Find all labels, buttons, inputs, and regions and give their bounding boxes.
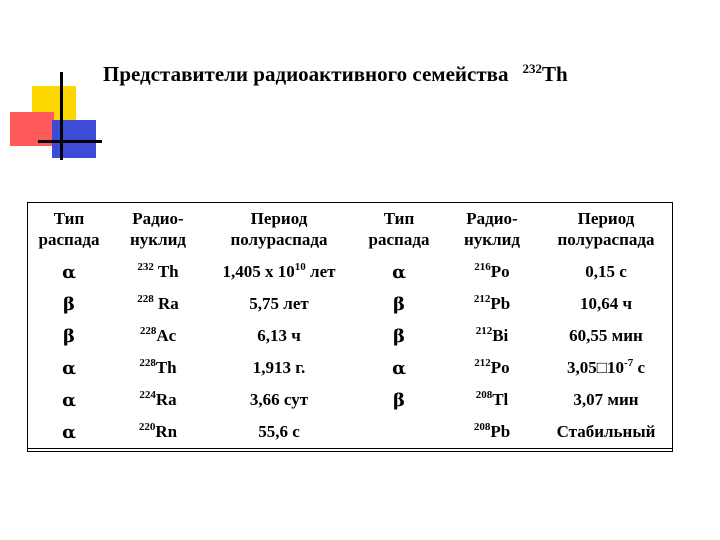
nuclide-cell: $^{224}$Ra [139, 389, 177, 409]
header-half-life-right: Период полураспада [557, 209, 655, 249]
table-row [27, 320, 673, 352]
header-nuclide-right: Радио-нуклид [463, 209, 521, 249]
half-life-cell: 3,66 сут [249, 390, 309, 409]
title-text: Представители радиоактивного семейства [103, 62, 509, 86]
half-life-cell: 6,13 ч [257, 326, 301, 345]
table-row [27, 416, 673, 449]
table-row [27, 384, 673, 416]
nuclide-cell: $^{228}$Th [139, 357, 177, 377]
title-nuclide-mass: 232 [522, 61, 543, 76]
half-life-cell: 55,6 с [205, 416, 353, 449]
half-life-cell: 5,75 лет [249, 294, 309, 313]
nuclide-cell: $^{228}$Ac [139, 325, 177, 345]
decay-type-cell: α [62, 261, 76, 283]
decay-type-cell: β [63, 325, 75, 347]
table-header-row [27, 202, 673, 256]
decay-table [27, 202, 673, 449]
nuclide-cell: $^{212}$Pb [473, 293, 511, 313]
decay-type-cell [353, 416, 445, 449]
nuclide-cell: $^{208}$Pb [445, 416, 539, 449]
decay-type-cell: α [392, 357, 406, 379]
nuclide-cell: $^{220}$Rn [111, 416, 205, 449]
table-row [27, 256, 673, 288]
half-life-cell: 10,64 ч [579, 294, 633, 313]
slide-title [103, 62, 663, 90]
nuclide-cell: $^{216}$Po [474, 261, 510, 281]
header-decay-type-left: Тип распада [38, 209, 100, 249]
nuclide-cell: $^{212}$Po [474, 357, 510, 377]
nuclide-cell: $^{232}$ Th [137, 261, 179, 281]
nuclide-cell: $^{212}$Bi [475, 325, 509, 345]
half-life-cell: $3,05□10^{-7}$ с [567, 357, 645, 377]
header-decay-type-right: Тип распада [368, 209, 430, 249]
half-life-cell: 1,405 x $10^{10}$ лет [222, 261, 336, 281]
decay-type-cell: β [393, 389, 405, 411]
header-nuclide-left: Радио-нуклид [129, 209, 187, 249]
half-life-cell: 3,07 мин [573, 390, 639, 409]
decay-type-cell: α [27, 416, 111, 449]
decay-type-cell: α [62, 389, 76, 411]
decor-horizontal-line [38, 140, 102, 143]
decor-blue-square [52, 120, 96, 158]
nuclide-cell: $^{208}$Tl [475, 389, 509, 409]
nuclide-cell: $^{228}$ Ra [137, 293, 179, 313]
header-half-life-left: Период полураспада [230, 209, 328, 249]
half-life-cell: Стабильный [539, 416, 673, 449]
decor-vertical-line [60, 72, 63, 160]
title-nuclide-symbol: Th [542, 62, 568, 86]
decay-type-cell: α [392, 261, 406, 283]
table-row [27, 288, 673, 320]
half-life-cell: 60,55 мин [569, 326, 643, 345]
half-life-cell: 0,15 с [585, 262, 627, 281]
decay-type-cell: α [62, 357, 76, 379]
decay-type-cell: β [63, 293, 75, 315]
decay-type-cell: β [393, 293, 405, 315]
half-life-cell: 1,913 г. [252, 358, 306, 377]
table-row [27, 352, 673, 384]
decay-type-cell: β [393, 325, 405, 347]
